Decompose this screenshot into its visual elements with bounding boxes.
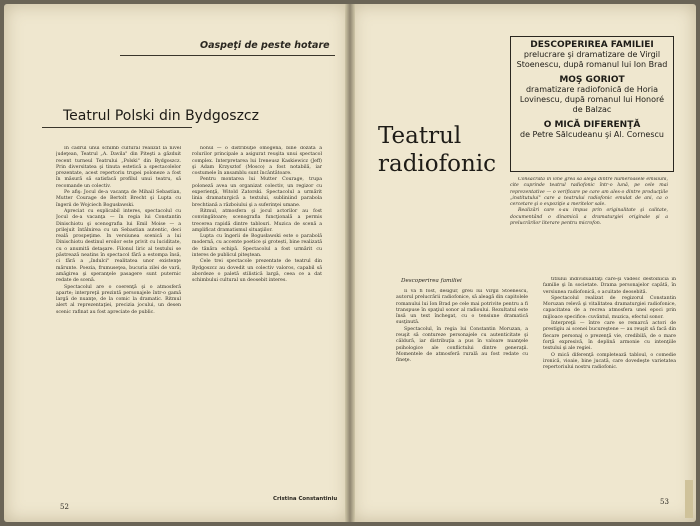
right-column-2 [543, 277, 676, 499]
author-signature: Cristina Constantiniu [273, 496, 338, 502]
subheading: Descoperirea familiei [401, 278, 462, 284]
right-title-line-1: Teatrul [378, 123, 462, 149]
paragraph: Consacrată în vine grea să alegă dintre numeroasele emisiuni, cite cuprinde teatrul radiofonic într-o lună, pe cele mai reprezentative — o verificare pe care am ales-o dintre producţiile „institutului" care a teatrului radiofonic emulat de ani, ca o cercetare şi o expoziţie a meritelor sale. [510, 177, 668, 208]
paragraph: Interpreţii — între care se remarcă actori de prestigiu ai scenei bucureştene — au reuşit să facă din fiecare personaj o prezenţă vie, credibilă, de o mare forţă expresivă, în deplină armonie cu intenţiile textului şi ale regiei. [543, 321, 676, 352]
paragraph: Ritmul, atmosfera şi jocul actorilor au fost convingătoare; scenografia funcţională a permis trecerea rapidă dintre tablouri. Muzica de scenă a amplificat dramatismul situaţiilor. [192, 208, 322, 233]
paragraph: Spectacolul realizat de regizorul Constantin Moruzan relevă şi vitalitatea dramaturgiei radiofonice, capacitatea de a recrea atmosfera unei epoci prin mijloace specifice: cuvântul, muzica, efectul sonor. [543, 295, 676, 320]
paragraph: titlului individualităţi care-şi vădesc destoinicia în familie şi în societate. Drama personajelor capătă, în versiunea radiofonică, o acuitate deosebită. [543, 277, 676, 295]
paragraph: Spectacolul, în regia lui Constantin Moruzan, a reuşit să contureze personajele cu autenticitate şi căldură, iar distribuţia a pus în valoare nuanţele psihologice ale conflictului dintre generaţii. Momentele de atmosferă rurală au fost redate cu fineţe. [396, 326, 528, 364]
box-heading-2: MOŞ GORIOT [559, 75, 625, 85]
title-rule [42, 127, 192, 128]
section-rubric: Oaspeţi de peste hotare [200, 40, 330, 51]
right-column-1 [396, 289, 528, 499]
box-heading-3: O MICĂ DIFERENŢĂ [543, 120, 641, 130]
left-column-1 [56, 146, 181, 496]
paragraph: In cadrul unui schimb cultural realizat la nivel judeţean, Teatrul „A. Davila" din Piteşti a găzduit recent turneul Teatrului „Polski" din Bydgoszcz. Prin diversitatea şi tinuta estetică a spectacolelor prezentate, acest repertoriu trupei poloneze a fost în măsură să satisfacă profilul unui teatru, să recomande un colectiv. [56, 146, 181, 189]
box-subtitle-1: prelucrare şi dramatizare de Virgil Stoenescu, după romanul lui Ion Brad [516, 50, 668, 69]
left-column-2 [192, 146, 322, 491]
box-subtitle-3: de Petre Sălcudeanu şi Al. Cornescu [520, 130, 664, 139]
paragraph: Spectacolul are o coerenţă şi o atmosferă aparte; interpreţii prezintă personajele într-o gamă largă de nuanţe, de la comic la dramatic. Ritmul alert al reprezentaţiei, precizia jocului, un desen scenic rafinat au fost apreciate de public. [56, 284, 181, 315]
paragraph: Apreciat cu explicabil interes, spectacolul cu Jocul de-a vacanţa — în regia lui Constantin Dinischiotu şi scenografia lui Emil Moise — a prilejuit întâlnirea cu un Sebastian autentic, deci reală prospeţime. In versiunea scenică a lui Dinischiotu destinul eroilor este privit cu luciditate, cu o anumită detaşare. Filonul liric al textului se păstrează neatins în spectacol fără a estompa însă, ci fără a „îndulci" realitatea unor existenţe mărunte. Poezia, frumuseţea, bucuria zilei de vară, amăgirea şi speranţele pasagere sunt puternic redate de scenă. [56, 208, 181, 284]
page-number-left: 52 [60, 503, 69, 511]
book-gutter [345, 4, 355, 522]
article-title: Teatrul Polski din Bydgoszcz [63, 108, 259, 124]
paragraph: Pentru montarea lui Mutter Courage, trupa poloneză avea un organizat colectiv, un regizor cu experienţă, Witold Zatorski. Spectacolul a urmărit linia dramaturgică a textului, subliniind parabola brechtiană a războiului şi a suferinţei umane. [192, 177, 322, 208]
box-subtitle-2: dramatizare radiofonică de Horia Lovinescu, după romanul lui Honoré de Balzac [519, 85, 665, 114]
right-title [378, 122, 496, 178]
paragraph: O mică diferenţă completează tabloul, o comedie ironică, vioaie, bine jucată, care dovedeşte varietatea repertoriului nostru radiofonic. [543, 352, 676, 371]
paragraph: Pe afiş: Jocul de-a vacanţa de Mihail Sebastian, Mutter Courage de Bertolt Brecht şi Lupta cu îngerii de Wojciech Bogusławski. [56, 190, 181, 208]
paragraph: Realizări care s-au impus prin originalitate şi calitate, documentând o dinamică a dramaturgiei originale şi a prelucrărilor literare pentru microfon. [510, 208, 668, 227]
intro-text [510, 177, 668, 267]
right-title-line-2: radiofonic [378, 151, 497, 177]
program-box [510, 36, 674, 172]
paragraph: Cele trei spectacole prezentate de teatrul din Bydgoszcz au dovedit un colectiv valoros, capabil să abordeze o paletă stilistică largă, ceea ce a dat schimbului cultural un deosebit interes. [192, 259, 322, 284]
paragraph: nonul — o distribuţie omogenă, bine dozată a rolurilor principale a asigurat reuşita unui spectacol complex. Interpretarea lui Ireneusz Kaskiewicz (Jeff) şi Adam Krzysztof (Mosco) a fost notabilă, iar costumele în ansamblu sunt încântătoare. [192, 146, 322, 177]
page-edge-mark [685, 480, 693, 518]
paragraph: Lupta cu îngerii de Bogusławski este o parabolă modernă, cu accente poetice şi grotești, bine realizată de tânăra echipă. Spectacolul a fost urmărit cu interes de publicul piteştean. [192, 234, 322, 259]
box-heading-1: DESCOPERIREA FAMILIEI [530, 40, 654, 50]
page-number-right: 53 [660, 498, 669, 506]
paragraph: Ii va fi fost, desigur, greu lui Virgil Stoenescu, autorul prelucrării radiofonice, să aleagă din capitolele romanului lui Ion Brad pe cele mai potrivite pentru a fi transpuse în spaţiul sonor al radioului. Rezultatul este însă un text închegat, cu o tensiune dramatică susţinută. [396, 289, 528, 326]
rubric-rule [120, 55, 335, 56]
